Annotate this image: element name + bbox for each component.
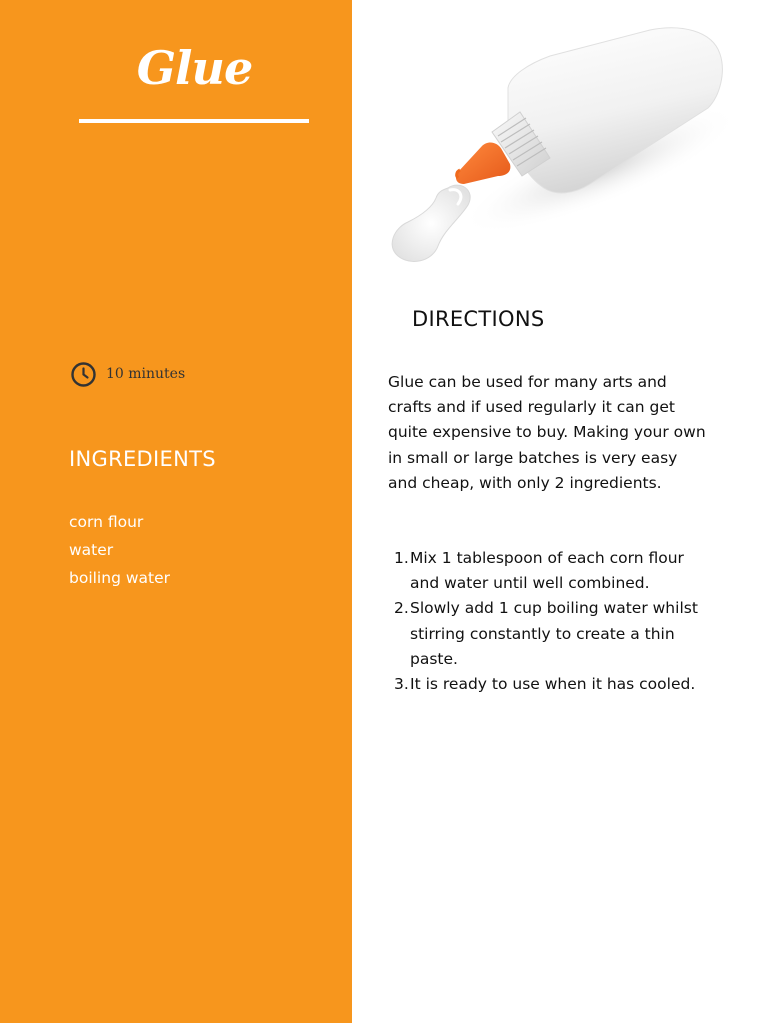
title-divider xyxy=(79,119,309,123)
directions-heading: DIRECTIONS xyxy=(412,307,545,331)
prep-time: 10 minutes xyxy=(106,366,186,382)
step-text: Mix 1 tablespoon of each corn flour and water until well combined. xyxy=(410,549,684,593)
ingredient-item: boiling water xyxy=(69,569,170,587)
directions-steps xyxy=(388,546,706,697)
left-panel xyxy=(0,0,352,1023)
step-number: 2. xyxy=(394,599,409,618)
step-number: 3. xyxy=(394,675,409,694)
step-text: Slowly add 1 cup boiling water whilst stirring constantly to create a thin paste. xyxy=(410,599,698,668)
ingredient-item: water xyxy=(69,541,114,559)
ingredients-heading: INGREDIENTS xyxy=(69,447,216,471)
ingredient-item: corn flour xyxy=(69,513,144,531)
directions-intro: Glue can be used for many arts and crafts and if used regularly it can get quite expensive to buy. Making your own in small or large batches is very easy and cheap, with only 2 ingredients. xyxy=(388,373,706,492)
step-item xyxy=(388,546,706,596)
clock-icon xyxy=(70,361,97,388)
step-item xyxy=(388,596,706,672)
glue-bottle-image xyxy=(360,0,758,288)
step-item xyxy=(388,672,706,697)
recipe-title: Glue xyxy=(136,41,253,95)
ingredients-list xyxy=(69,508,170,592)
step-number: 1. xyxy=(394,549,409,567)
step-text: It is ready to use when it has cooled. xyxy=(410,675,696,694)
